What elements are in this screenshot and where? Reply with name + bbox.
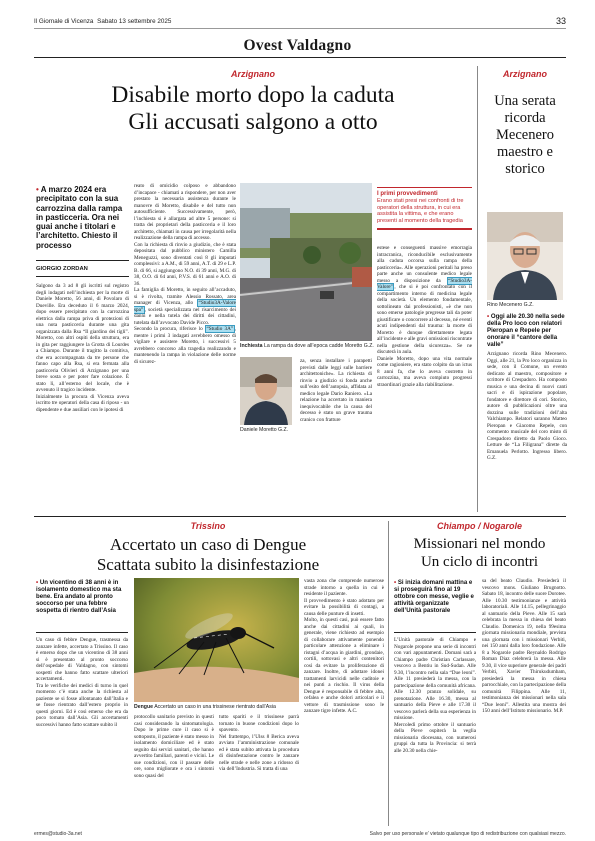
provvedimenti-rule — [377, 228, 472, 230]
sidebar-kicker: Arzignano — [503, 69, 547, 79]
chiampo-headline — [393, 535, 566, 571]
trissino-col4-text: vasta zona che comprende numerose strade intorno a quella in cui è residente il paziente. Il provvedimento è stato adottato per evitare la possibilità di contagi, a causa delle punture di insetti. Molto, in questi casi, può essere fatto anche dai cittadini ai quali, in generale, viene richiesto ad esempio di collaborare attivamente ponendo particolare attenzione a eliminare i ristagni d’acqua in giardini, grondaie, cortili, sottovasi e altri contenitori così da evitare la proliferazione di zanzare. Inoltre, di adottare idonei trattamenti larvicidi nelle caditoie e nei punti a rischio. Il virus della Dengue è responsabile di febbre alta, cefalea e anche dolori articolari e il vettore di trasmissione sono le zanzare tigre infette. A.C. — [304, 578, 384, 714]
main-col4-text — [377, 245, 472, 388]
issue-date: Sabato 13 settembre 2025 — [97, 18, 172, 25]
main-col1-text: Salgono da 3 ad 8 gli iscritti sul registro degli indagati nell’inchiesta per la morte di Daniele Moretto, 56 anni, di Povolaro di Dueville. Era deceduto il 6 marzo 2024, dopo essere precipitato con la carrozzina elettrica dalla rampa priva di protezioni di una nota pasticceria durante una gita organizzata dalla Rsa “Il giardino dei tigli”. Moretto, con altri ospiti della struttura, era in gita per raggiungere la Grotta di Lourdes a Chiampo. Durante il tragitto la comitiva, che era accompagnata da tre persone che fanno capo alla Rsa, si era fermata alla pasticceria Olivieri di Arzignano per una breve sosta e per poter fare colazione. È stato lì, all’esterno del locale, che è avvenuto il tragico incidente. Inizialmente la procura di Vicenza aveva iscritto tre operatori della casa di riposo - un dipendente e due ausiliari con le ipotesi di — [36, 283, 129, 413]
section-rule — [34, 57, 566, 58]
provvedimenti-text: Erano stati presi nei confronti di tre operatori della struttura, in cui era assistita la vittima, e che erano presenti al momento della tragedia — [377, 198, 464, 224]
sidebar-divider — [477, 66, 478, 512]
victim-portrait-caption: Daniele Moretto G.Z. — [240, 427, 289, 433]
portrait-illustration — [240, 357, 292, 425]
main-col4-p1: estese e conseguenti massive emorragia intracranica, riconducibile esclusivamente alla caduta occorsa sulla rampa della pasticceria». Alle operazioni peritali ha preso parte anche un consulente medico legale messo a disposizione da — [377, 245, 472, 284]
main-lead-text: A marzo 2024 era precipitato con la sua carrozzina dalla rampa in pasticceria. Ora nei guai anche i titolari e l’architetto. Chiesto il processo — [36, 185, 123, 250]
page-number: 33 — [555, 16, 566, 26]
mecenero-illustration — [487, 212, 563, 300]
chiampo-col1-text: L’Unità pastorale di Chiampo e Nogarole propone una serie di incontri con vari appuntamenti. Domani sarà a Chiampo padre Christian Carlassare, vescovo a Bentiu in Sud-Sudan. Alle 9.30, l’incontro nella sala “Due leoni”. Alle 11 presiederà la messa, con la partecipazione della comunità africana. Alle 12.30 pranzo solidale, su prenotazione. Alle 16.30, messa al santuario della Pieve e alle 17.30 il vescovo parlerà della sua esperienza in missione. Mercoledì primo ottobre il santuario della Pieve ospiterà la veglia missionaria diocesana, con numerosi gruppi da tutta la Provincia: si terrà alle 20.30 nella chie- — [394, 637, 476, 754]
bullet-marker: • — [394, 579, 398, 586]
bullet-marker: • — [36, 185, 41, 194]
highlight-studio3a-2: “Studio 3A” — [206, 326, 234, 332]
sidebar-text: Arzignano ricorda Rino Mecenero. Oggi, alle 21, la Pro loco organizza in sede, con il Comune, un evento dedicato al maestro, compositore e scrittore di Crespadoro. Ha composto musica e una decina di nuovi canti sacri e di ispirazione popolare, fondatore e direttore di cori. Storico, autore di pubblicazioni oltre una dozzina sulle tradizioni dell’alta Valchiampo. Relatori saranno Matteo Pieropan e Giacomo Repele, con commento musicale del coro misto di Crespadoro diretto da Paolo Gioco. Letture de “La Filigrana” dirette da Emanuela Perlotto. Ingresso libero. G.Z. — [487, 351, 567, 461]
sidebar-headline: Una serata ricorda Mecenero maestro e storico — [494, 93, 556, 177]
trissino-col2-text: protocollo sanitario previsto in questi casi considerando la sintomatologia. Dopo le prime cure il caso si è sottoposto, il paziente è stato messo in isolamento domiciliare ed è stato seguito dai servizi sanitari, che hanno avvertito familiari, parenti e vicini. Le sue condizioni, con il passare delle ore, sono migliorate e ora i sintomi sono quasi del — [134, 714, 214, 779]
trissino-headline-line2: Scattata subito la disinfestazione — [96, 555, 320, 574]
header-rule — [34, 28, 566, 29]
trissino-headline-line1: Accertato un caso di Dengue — [109, 535, 307, 554]
main-headline-line2: Gli accusati salgono a otto — [128, 109, 378, 135]
trissino-lead — [36, 579, 128, 614]
chiampo-lead-rule — [394, 632, 476, 633]
trissino-col3-text: tutto spariti e il trissinese parrà tornato in buone condizioni dopo lo spavento. Nel frattempo, l’Ulss 8 Berica aveva avviato l’amministrazione comunale ed è stata subito attivata la procedura di disinfestazione contro le zanzare nelle strade e nelle zone a ridosso di via dell’Industria. Si tratta di una — [219, 714, 299, 772]
caption-label: Inchiesta — [240, 343, 263, 349]
chiampo-lead-text: Si inizia domani mattina e si proseguirà fino al 19 ottobre con messe, veglie e attività organizzate dell’Unità pastorale — [394, 579, 474, 615]
provvedimenti-title: I primi provvedimenti — [377, 191, 438, 197]
trissino-headline — [34, 535, 382, 575]
main-col4-p2: , che si è poi confrontato con il compartimento interno di medicina legale della società. Un elemento fondamentale, sottolineato dai professionisti, «è che non sono emerse patologie pregresse tali da poter giustificare o concorrere al decesso, né eventi acuti indipendenti dal trauma: la morte di Moretto è dunque direttamente legata all’incidente e alle gravi omissioni riscontrate nella gestione della sicurezza». Se ne discuterà in aula. Daniele Moretto, dopo una vita normale come ragioniere, era stato colpito da un ictus 8 anni fa, che lo aveva costretto in carrozzina, ma aveva compiuto progressi straordinari grazie alla riabilitazione. — [377, 284, 472, 388]
chiampo-headline-line2: Un ciclo di incontri — [420, 554, 539, 570]
footer-email: ermes@studio-3a.net — [34, 831, 82, 837]
main-lead — [36, 185, 129, 250]
trissino-lead-text: Un vicentino di 38 anni è in isolamento domestico ma sta bene. Era andato al pronto soccorso per una febbre sospetta di rientro dall’Asia — [36, 579, 122, 615]
lower-column-divider — [388, 521, 389, 826]
trissino-lead-rule — [36, 632, 128, 633]
trissino-col1-text: Un caso di febbre Dengue, trasmessa da zanzare infette, accertato a Trissino. Il caso è emerso dopo che un vicentino di 38 anni si è presentato al pronto soccorso dell’ospedale di Valdagno, con sintomi sospetti che hanno fatto scattare ulteriori accertamenti. Tra le verifiche dei medici di turno in quel momento c’è stata anche la richiesta al paziente se si fosse allontanato dall’Italia e se fosse rientrato dall’estero proprio in questi giorni. Ed è così emerso che era da poco tornato dall’Asia. Gli accertamenti successivi hanno fatto scattare subito il — [36, 637, 128, 728]
caption-text: La rampa da dove all’epoca cadde Moretto G.Z. — [263, 343, 374, 349]
mosquito-illustration — [134, 578, 299, 702]
mecenero-photo — [487, 212, 563, 300]
sidebar-lead-text: Oggi alle 20.30 nella sede della Pro loco con relatori Pieropan e Repele per onorare il “cantore della valle” — [487, 313, 565, 349]
mosquito-caption — [134, 704, 309, 710]
author-rule-bottom — [36, 276, 129, 277]
main-headline-line1: Disabile morto dopo la caduta — [111, 82, 395, 108]
main-col2-p3: , mentre i primi 3 indagati avrebbero omesso di vigilare e assistere Moretto, i successivi 5 avrebbero concorso alla tragedia realizzando e mantenendo la rampa in violazione delle norme di sicurez- — [134, 326, 236, 365]
chiampo-headline-line1: Missionari nel mondo — [413, 536, 546, 552]
lower-divider — [34, 516, 566, 517]
ramp-photo-caption — [240, 343, 390, 349]
footer-notice: Salvo per uso personale e’ vietato qualunque tipo di redistribuzione con qualsiasi mezzo. — [369, 831, 566, 837]
bullet-marker: • — [487, 313, 491, 320]
ramp-photo — [240, 183, 372, 341]
trissino-kicker: Trissino — [190, 521, 226, 531]
caption-label: Dengue — [134, 704, 154, 710]
main-col2-p1: reato di omicidio colposo e abbandono d’incapace - chiamati a rispondere, per non aver prestato la necessaria assistenza durante le manovre di Moretto, disabile e del tutto non autosufficiente. Successivamente, però, l’inchiesta si è allargata ad altre 5 persone: si tratta dei proprietari della pasticceria e il loro architetto, chiamati in causa per irregolarità nella realizzazione della rampa di accesso. Con la richiesta di rinvio a giudizio, che è stata depositata dal pubblico ministero Camilla Meneguzzi, sono diventati così 8 gli imputati complessivi: a A.M., di 59 anni, A.T. di 29 e L.P. B. di 66, si aggiungono N.O. di 39 anni, M.G. di 38, O.O. di 64 anni, P.V.S. di 61 anni e A.O. di 36. La famiglia di Moretto, in seguito all’accaduto, si è rivolta, tramite Alessio Rossato, area manager di Vicenza, allo — [134, 183, 236, 306]
bullet-marker: • — [36, 579, 40, 586]
main-col2-p2: , società specializzata nel risarcimento dei danni e nella tutela dei diritti dei cittadini, tutelata dall’avvocato Davide Picco. Secondo la procura, riferisce lo — [134, 306, 236, 332]
main-kicker: Arzignano — [231, 69, 275, 79]
provvedimenti-box — [377, 187, 472, 230]
masthead: Il Giornale di Vicenza — [34, 18, 94, 25]
chiampo-lead — [394, 579, 476, 614]
masthead-line — [34, 18, 171, 25]
main-col2-text — [134, 183, 236, 365]
chiampo-col2-text: sa del beato Claudio. Presiederà il vescovo mons. Giuliano Brugnotto. Sabato 18, incontro delle suore Dorotee. Alle 10.30 testimonianze e attività laboratoriali. Alle 14.15, pellegrinaggio al santuario della Pieve. Alle 15 sarà celebrata la messa in chiesa del beato Claudio. Domenica 19, nella 99esima giornata missionaria mondiale, prevista una giornata con i missionari Verbiti, nei 150 anni dalla loro fondazione. Alle 8 a Nogarole padre Reynaldo Rodrigo Roman Diaz celebrerà la messa. Alle 9.30, il vice superiore generale dei padri Verbiti, Xavier Thirukudumbam, presiederà la messa in chiesa parrocchiale, con la partecipazione della comunità Filippina. Alle 11, testimonianza dei missionari nella sala “Due leoni”. Allestita una mostra dei 150 anni dell’Istituto missionario. M.P. — [482, 578, 566, 714]
sidebar-lead — [487, 313, 569, 348]
main-col3-text: za, senza installare i parapetti previsti dalle leggi sulle barriere architettoniche». La richiesta di rinvio a giudizio si fonda anche sull’esito dell’autopsia, affidata al medico legale Dario Raniero. «La relazione ha accertato in maniera inequivocabile che la causa del decesso è stato un grave trauma cranico con fratture — [300, 358, 372, 423]
author-byline: GIORGIO ZORDAN — [36, 266, 88, 272]
section-title: Ovest Valdagno — [243, 37, 352, 54]
chiampo-kicker: Chiampo / Nogarole — [436, 521, 522, 531]
mecenero-caption: Rino Mecenero G.Z. — [487, 302, 534, 308]
author-rule-top — [36, 260, 129, 261]
victim-portrait — [240, 357, 292, 425]
caption-text: Accertato un caso in una trissinese rientrato dall’Asia — [154, 704, 276, 710]
highlight-studio3a-3: “Studio3A-Valore” — [377, 277, 472, 290]
mosquito-photo — [134, 578, 299, 702]
main-headline — [34, 82, 472, 136]
ramp-illustration — [240, 183, 372, 341]
highlight-studio3a-1: “Studio3A-Valore spa” — [134, 300, 236, 313]
